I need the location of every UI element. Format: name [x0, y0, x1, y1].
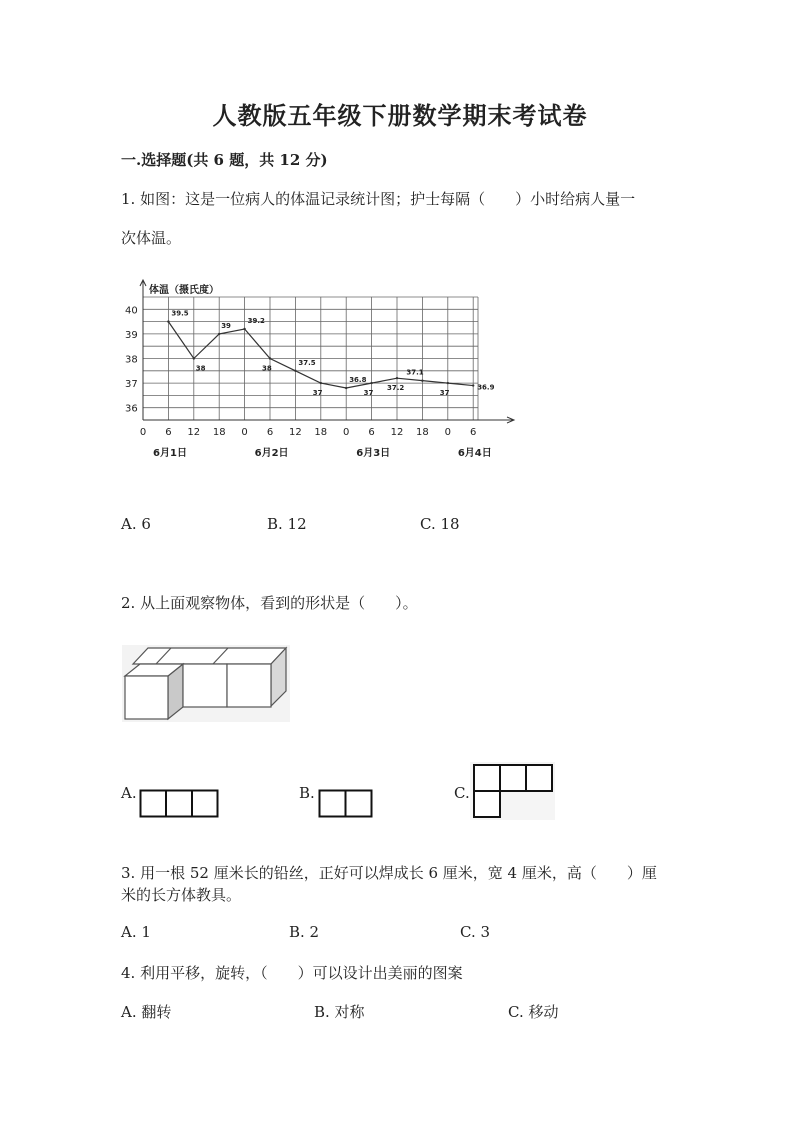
question-4-text: 4. 利用平移，旋转，（ ）可以设计出美丽的图案: [121, 964, 463, 982]
question-2-option-c-label[interactable]: C.: [454, 784, 470, 802]
x-tick-label: 18: [416, 427, 429, 438]
x-tick-label: 0: [241, 427, 248, 438]
page-title: 人教版五年级下册数学期末考试卷: [212, 101, 588, 130]
data-label: 36.8: [349, 376, 367, 385]
x-tick-label: 6: [266, 427, 274, 438]
question-1-line-1: 1. 如图：这是一位病人的体温记录统计图；护士每隔（ ）小时给病人量一: [121, 190, 636, 208]
data-point: [345, 387, 347, 389]
data-label: 38: [262, 364, 272, 373]
question-3-option-c[interactable]: C. 3: [460, 923, 491, 941]
data-label: 37: [439, 389, 450, 398]
data-point: [370, 382, 372, 384]
y-tick-label: 38: [125, 354, 138, 366]
data-point: [218, 333, 220, 335]
cube-stack-figure: [122, 645, 290, 722]
data-point: [421, 379, 423, 381]
x-tick-label: 0: [139, 427, 147, 438]
data-point: [167, 320, 169, 322]
temperature-line-chart: [125, 275, 525, 470]
question-4-option-a[interactable]: A. 翻转: [121, 1003, 172, 1021]
data-point: [243, 328, 245, 330]
data-label: 38: [195, 364, 206, 373]
question-1-line-2: 次体温。: [121, 229, 182, 247]
day-label: 6月4日: [457, 448, 492, 459]
data-point: [294, 370, 296, 372]
x-tick-label: 18: [314, 427, 328, 438]
x-tick-label: 0: [444, 427, 451, 438]
day-label: 6月3日: [356, 448, 391, 459]
x-tick-label: 18: [212, 427, 226, 438]
data-label: 37: [312, 389, 323, 398]
x-tick-label: 6: [165, 427, 172, 438]
x-tick-label: 6: [470, 427, 477, 438]
data-label: 39.2: [247, 316, 265, 325]
question-2-text: 2. 从上面观察物体，看到的形状是（ ）。: [121, 594, 418, 612]
data-point: [193, 357, 195, 359]
question-1-option-a[interactable]: A. 6: [121, 515, 151, 533]
x-tick-label: 6: [368, 427, 375, 438]
option-c-l-shape[interactable]: [470, 762, 555, 820]
y-tick-label: 37: [125, 379, 138, 391]
data-point: [396, 377, 398, 379]
data-point: [269, 357, 271, 359]
question-1-option-b[interactable]: B. 12: [267, 515, 307, 533]
x-tick-label: 12: [289, 427, 302, 438]
x-tick-label: 12: [187, 427, 201, 438]
question-2-option-b-label[interactable]: B.: [299, 784, 315, 802]
question-1-option-c[interactable]: C. 18: [420, 515, 460, 533]
question-2-option-a-label[interactable]: A.: [121, 784, 137, 802]
data-point: [447, 382, 449, 384]
data-label: 37.1: [406, 368, 424, 377]
question-3-option-b[interactable]: B. 2: [289, 923, 320, 941]
question-3-line-2: 米的长方体教具。: [121, 886, 242, 904]
option-a-three-squares[interactable]: [139, 789, 219, 819]
data-label: 37: [363, 389, 374, 398]
y-axis-label: 体温（摄氏度）: [149, 285, 219, 296]
question-4-option-b[interactable]: B. 对称: [314, 1003, 365, 1021]
day-label: 6月2日: [254, 448, 289, 459]
x-tick-label: 12: [390, 427, 404, 438]
data-point: [320, 382, 322, 384]
y-tick-label: 39: [125, 329, 138, 341]
data-label: 37.2: [387, 384, 405, 393]
question-4-option-c[interactable]: C. 移动: [508, 1003, 559, 1021]
day-label: 6月1日: [153, 448, 187, 459]
data-label: 36.9: [477, 383, 495, 392]
section-heading: 一.选择题(共 6 题，共 12 分): [121, 151, 328, 169]
question-3-line-1: 3. 用一根 52 厘米长的铅丝，正好可以焊成长 6 厘米，宽 4 厘米，高（ ）厘: [121, 864, 657, 882]
data-label: 37.5: [298, 358, 316, 367]
option-b-two-squares[interactable]: [318, 789, 374, 819]
x-tick-label: 0: [343, 427, 350, 438]
data-point: [472, 384, 474, 386]
question-3-option-a[interactable]: A. 1: [121, 923, 151, 941]
y-tick-label: 40: [125, 305, 138, 317]
data-label: 39: [221, 321, 231, 330]
data-label: 39.5: [171, 309, 189, 318]
y-tick-label: 36: [125, 403, 138, 415]
